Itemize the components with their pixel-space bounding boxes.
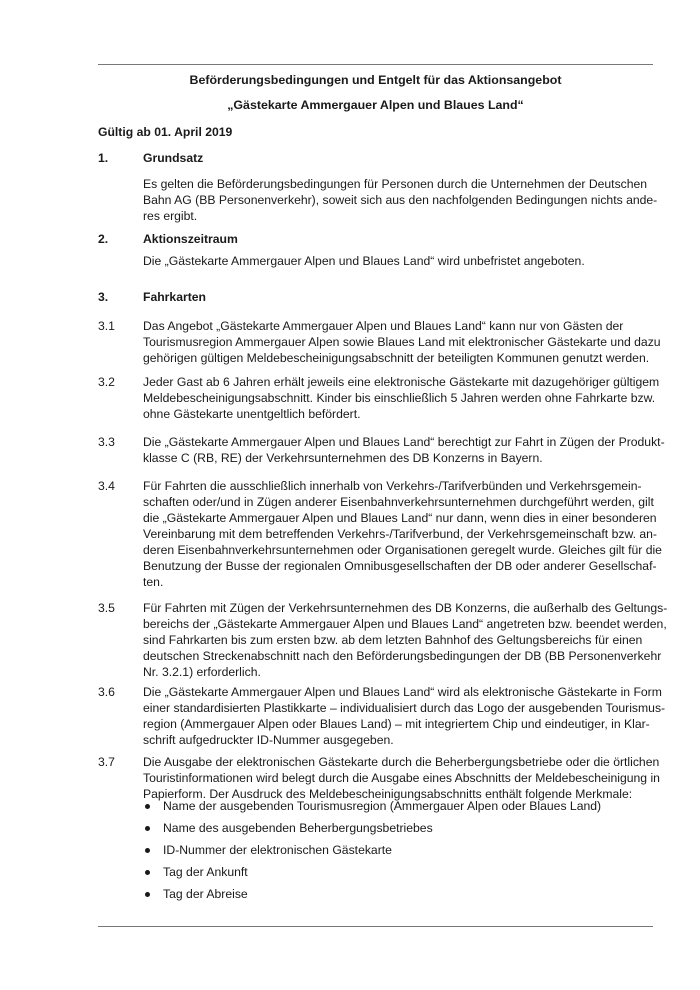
text-line: Die Ausgabe der elektronischen Gästekarte durch die Beherbergungsbetriebe oder die örtlichen (143, 755, 660, 769)
section-1-text (143, 176, 658, 224)
text-line: Papierform. Der Ausdruck des Meldebescheinigungsabschnitts enthält folgende Merkmale: (143, 787, 633, 801)
text-line: sind Fahrkarten bis zum ersten bzw. ab dem letzten Bahnhof des Geltungsbereichs für einen (143, 633, 643, 647)
clause-number: 3.7 (98, 755, 115, 769)
text-line: Meldebescheinigungsabschnitt. Kinder bis einschließlich 5 Jahren werden ohne Fahrkarte bzw. (143, 391, 656, 405)
clause-number: 3.6 (98, 685, 115, 699)
section-number: 1. (98, 151, 109, 165)
section-title: Fahrkarten (143, 290, 206, 304)
text-line: Für Fahrten mit Zügen der Verkehrsunternehmen des DB Konzerns, die außerhalb des Geltungs- (143, 601, 668, 615)
text-line: klasse C (RB, RE) der Verkehrsunternehmen des DB Konzerns in Bayern. (143, 451, 543, 465)
clause-text (143, 600, 668, 680)
list-item (143, 864, 643, 886)
document-title: Beförderungsbedingungen und Entgelt für das Aktionsangebot (189, 73, 562, 87)
clause-text (143, 478, 662, 590)
text-line: Jeder Gast ab 6 Jahren erhält jeweils eine elektronische Gästekarte mit dazugehöriger gültigem (143, 375, 660, 389)
text-line: Benutzung der Busse der regionalen Omnibusgesellschaften der DB oder anderer Gesellschaf- (143, 559, 657, 573)
text-line: ten. (143, 575, 164, 589)
text-line: die „Gästekarte Ammergauer Alpen und Blaues Land“ nur dann, wenn dies in einer besonderen (143, 511, 657, 525)
clause-number: 3.3 (98, 435, 115, 449)
list-item (143, 820, 643, 842)
clause-text (143, 684, 666, 748)
clause-number: 3.2 (98, 375, 115, 389)
text-line: bereichs der „Gästekarte Ammergauer Alpen und Blaues Land“ angetreten bzw. beendet werden, (143, 617, 667, 631)
list-item (143, 886, 643, 908)
text-line: region (Ammergauer Alpen oder Blaues Land) – mit integriertem Chip und eindeutiger, in Klar- (143, 717, 650, 731)
text-line: gehörigen gültigen Meldebescheinigungsabschnitt der beteiligten Kommunen genutzt werden. (143, 351, 650, 365)
clause-number: 3.4 (98, 479, 115, 493)
feature-list (143, 798, 643, 908)
list-item-text: ID-Nummer der elektronischen Gästekarte (163, 843, 392, 857)
text-line: einer standardisierten Plastikkarte – individualisiert durch das Logo der ausgebenden Tourismus- (143, 701, 666, 715)
text-line: Tourismusregion Ammergauer Alpen sowie Blaues Land mit elektronischer Gästekarte und dazu (143, 335, 661, 349)
valid-from: Gültig ab 01. April 2019 (98, 125, 233, 139)
list-item-text: Tag der Ankunft (163, 865, 248, 879)
section-2-text (143, 253, 643, 269)
clause-number: 3.1 (98, 319, 115, 333)
text-line: Die „Gästekarte Ammergauer Alpen und Blaues Land“ wird als elektronische Gästekarte in Form (143, 685, 662, 699)
section-number: 3. (98, 290, 109, 304)
list-item (143, 842, 643, 864)
text-line: Das Angebot „Gästekarte Ammergauer Alpen und Blaues Land“ kann nur von Gästen der (143, 319, 624, 333)
text-line: res ergibt. (143, 209, 198, 223)
document-subtitle: „Gästekarte Ammergauer Alpen und Blaues Land“ (227, 98, 524, 112)
list-item-text: Tag der Abreise (163, 887, 248, 901)
text-line: deren Eisenbahnverkehrsunternehmen oder Organisationen geregelt wurde. Gleiches gilt für die (143, 543, 662, 557)
text-line: Die „Gästekarte Ammergauer Alpen und Blaues Land“ wird unbefristet angeboten. (143, 254, 585, 268)
text-line: Es gelten die Beförderungsbedingungen für Personen durch die Unternehmen der Deutschen (143, 177, 648, 191)
text-line: Vereinbarung mit dem betreffenden Verkehrs-/Tarifverbund, der Verkehrsgemeinschaft bzw. an- (143, 527, 657, 541)
text-line: deutschen Streckenabschnitt nach den Beförderungsbedingungen der DB (BB Personenverkehr (143, 649, 662, 663)
text-line: Touristinformationen wird belegt durch die Ausgabe eines Abschnitts der Meldebescheinigung in (143, 771, 660, 785)
section-number: 2. (98, 232, 109, 246)
bullet-icon (145, 870, 150, 875)
list-item-text: Name der ausgebenden Tourismusregion (Ammergauer Alpen oder Blaues Land) (163, 799, 602, 813)
text-line: Nr. 3.2.1) erforderlich. (143, 665, 261, 679)
section-title: Grundsatz (143, 151, 204, 165)
text-line: schrift aufgedruckter ID-Nummer ausgegeben. (143, 733, 394, 747)
bullet-icon (145, 892, 150, 897)
top-divider (98, 64, 653, 65)
clause-text (143, 374, 660, 422)
bottom-divider (98, 926, 653, 927)
bullet-icon (145, 848, 150, 853)
list-item-text: Name des ausgebenden Beherbergungsbetriebes (163, 821, 433, 835)
bullet-icon (145, 826, 150, 831)
clause-text (143, 754, 660, 802)
bullet-icon (145, 804, 150, 809)
clause-number: 3.5 (98, 601, 115, 615)
text-line: Die „Gästekarte Ammergauer Alpen und Blaues Land“ berechtigt zur Fahrt in Zügen der Produkt- (143, 435, 665, 449)
list-item (143, 798, 643, 820)
text-line: ohne Gästekarte unentgeltlich befördert. (143, 407, 361, 421)
clause-text (143, 318, 661, 366)
clause-text (143, 434, 665, 466)
section-title: Aktionszeitraum (143, 232, 238, 246)
text-line: Für Fahrten die ausschließlich innerhalb von Verkehrs-/Tarifverbünden und Verkehrsgemein- (143, 479, 642, 493)
text-line: Bahn AG (BB Personenverkehr), soweit sich aus den nachfolgenden Bedingungen nichts ande- (143, 193, 658, 207)
text-line: schaften oder/und in Zügen anderer Eisenbahnverkehrsunternehmen durchgeführt werden, gilt (143, 495, 654, 509)
